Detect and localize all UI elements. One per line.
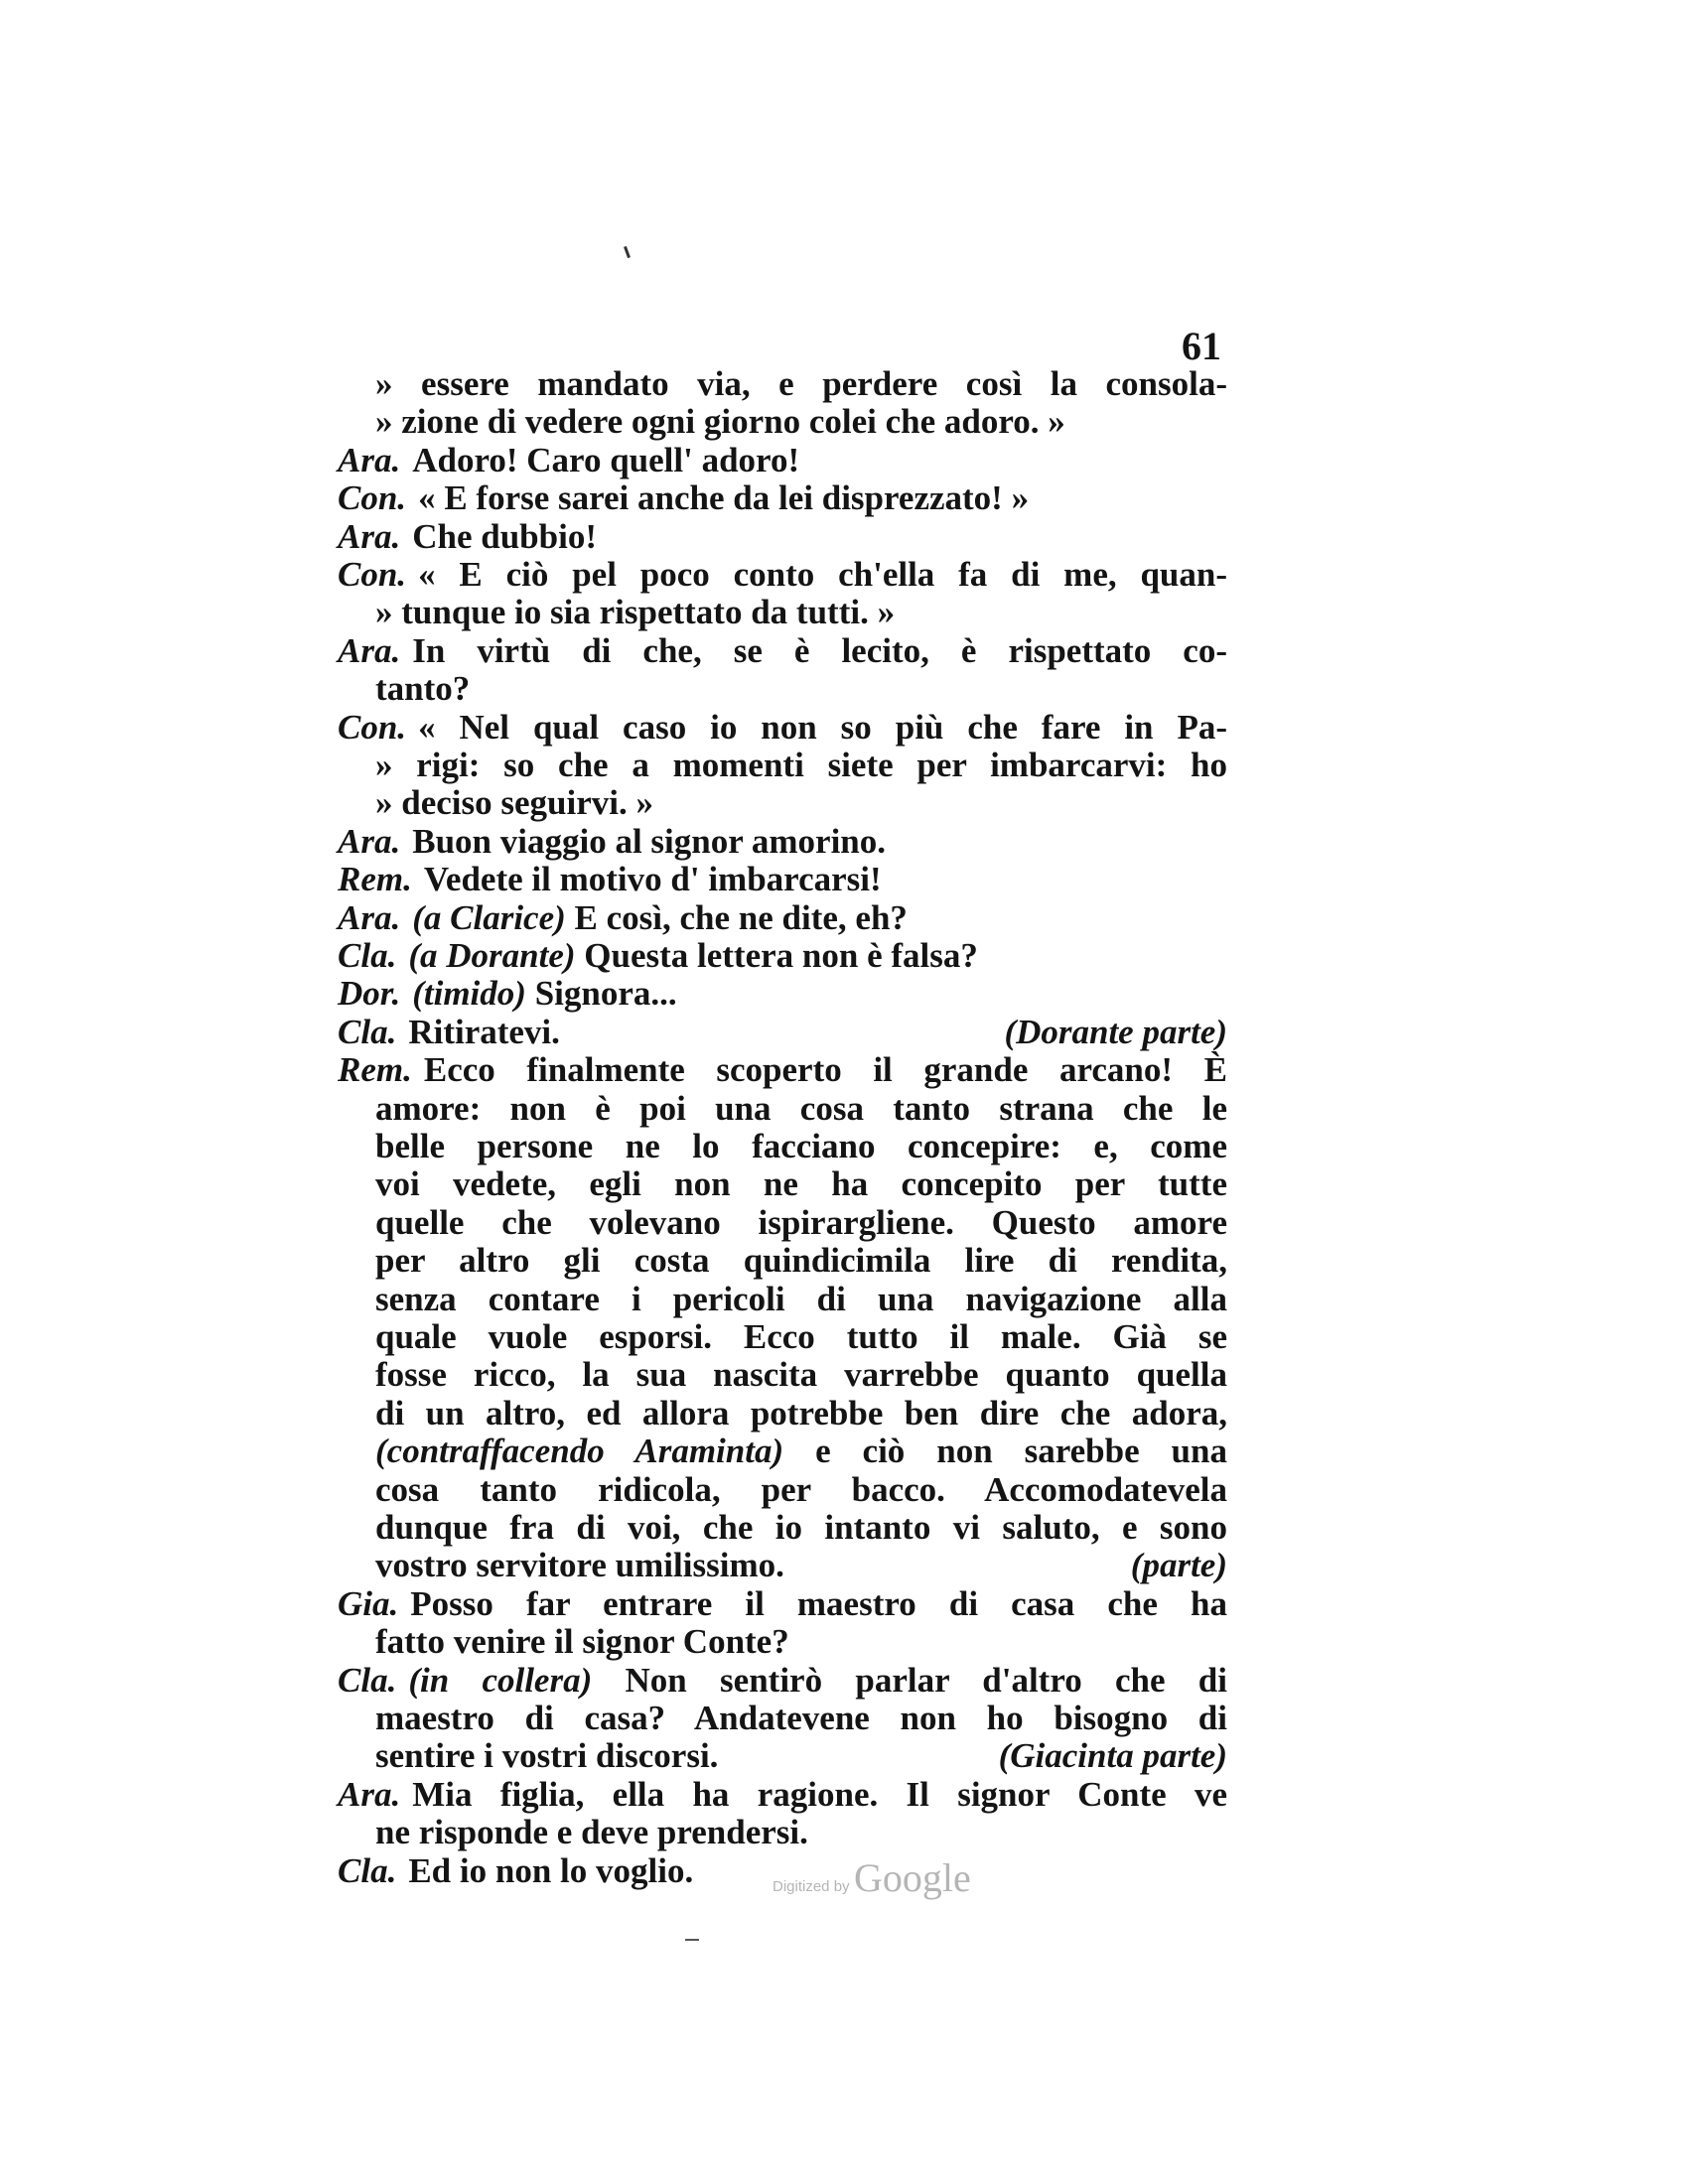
dialogue-text: Buon viaggio al signor amorino. bbox=[412, 821, 887, 861]
text-line bbox=[338, 709, 1227, 747]
text-line bbox=[338, 632, 1227, 670]
line-body bbox=[375, 1318, 1227, 1356]
speaker-label: Cla. bbox=[338, 936, 397, 975]
text-line bbox=[375, 1281, 1227, 1318]
page-number: 61 bbox=[1182, 324, 1221, 368]
dialogue-text: Che dubbio! bbox=[412, 516, 597, 556]
ink-dash bbox=[685, 1939, 699, 1941]
speaker-label: Cla. bbox=[338, 1850, 397, 1890]
line-body bbox=[375, 784, 1227, 822]
dialogue-text: Signora... bbox=[525, 974, 677, 1014]
text-line bbox=[338, 479, 1227, 517]
line-body bbox=[408, 1014, 984, 1051]
dialogue-text: sentire i vostri discorsi. bbox=[375, 1736, 719, 1776]
speaker-label: Rem. bbox=[338, 1050, 412, 1090]
line-body bbox=[375, 365, 1227, 403]
text-line bbox=[375, 1395, 1227, 1433]
text-line bbox=[375, 747, 1227, 784]
text-line bbox=[375, 1700, 1227, 1737]
text-line bbox=[375, 1318, 1227, 1356]
stage-direction: (timido) bbox=[412, 974, 526, 1014]
speaker-label: Cla. bbox=[338, 1012, 397, 1051]
line-body bbox=[375, 594, 1227, 631]
line-body bbox=[408, 937, 1227, 975]
dialogue-text: « Nel qual caso io non so più che fare in Pa- bbox=[418, 707, 1227, 747]
dialogue-text: di un altro, ed allora potrebbe ben dire che adora, bbox=[375, 1393, 1227, 1433]
text-line bbox=[338, 1776, 1227, 1814]
line-body bbox=[410, 1585, 1227, 1623]
line-body bbox=[418, 556, 1227, 594]
line-body bbox=[375, 1471, 1227, 1509]
line-body bbox=[418, 479, 1227, 517]
text-line bbox=[338, 1662, 1227, 1700]
dialogue-text: In virtù di che, se è lecito, è rispettato co- bbox=[412, 630, 1227, 670]
line-body bbox=[412, 975, 1227, 1013]
text-line bbox=[375, 365, 1227, 403]
text-line bbox=[338, 518, 1227, 556]
dialogue-text: vostro servitore umilissimo. bbox=[375, 1546, 784, 1585]
dialogue-text: Mia figlia, ella ha ragione. Il signor Conte ve bbox=[412, 1774, 1227, 1814]
text-line bbox=[375, 1204, 1227, 1242]
line-body bbox=[375, 1737, 979, 1775]
text-line bbox=[375, 1814, 1227, 1851]
stage-exit: (Dorante parte) bbox=[1004, 1012, 1227, 1051]
speaker-label: Ara. bbox=[338, 516, 401, 556]
dialogue-text: tanto? bbox=[375, 669, 471, 709]
dialogue-text: » deciso seguirvi. » bbox=[375, 783, 653, 823]
speaker-label: Ara. bbox=[338, 630, 401, 670]
dialogue-text: Questa lettera non è falsa? bbox=[575, 936, 978, 975]
text-line bbox=[338, 556, 1227, 594]
dialogue-text: » tunque io sia rispettato da tutti. » bbox=[375, 593, 896, 632]
line-body bbox=[375, 1509, 1227, 1547]
text-line bbox=[375, 403, 1227, 441]
line-body bbox=[375, 1281, 1227, 1318]
speaker-label: Ara. bbox=[338, 1774, 401, 1814]
speaker-label: Cla. bbox=[338, 1660, 397, 1700]
line-body bbox=[412, 823, 1227, 861]
dialogue-text: » zione di vedere ogni giorno colei che adoro. » bbox=[375, 402, 1065, 442]
stage-direction: (contraffacendo Araminta) bbox=[375, 1432, 784, 1471]
text-line bbox=[338, 442, 1227, 479]
speaker-label: Con. bbox=[338, 555, 407, 594]
text-line bbox=[375, 1356, 1227, 1394]
google-logo: Google bbox=[854, 1855, 971, 1900]
line-body bbox=[375, 1433, 1227, 1470]
text-line bbox=[375, 1737, 1227, 1775]
text-line bbox=[338, 899, 1227, 937]
text-line bbox=[338, 823, 1227, 861]
dialogue-text: Adoro! Caro quell' adoro! bbox=[412, 440, 800, 479]
speaker-label: Ara. bbox=[338, 897, 401, 937]
dialogue-text: e ciò non sarebbe una bbox=[783, 1432, 1227, 1471]
line-body bbox=[375, 1165, 1227, 1203]
dialogue-text: fatto venire il signor Conte? bbox=[375, 1622, 789, 1662]
dialogue-text: « E ciò pel poco conto ch'ella fa di me, quan- bbox=[418, 555, 1227, 594]
dialogue-text: voi vedete, egli non ne ha concepito per tutte bbox=[375, 1164, 1227, 1204]
line-body bbox=[412, 899, 1227, 937]
dialogue-text: senza contare i pericoli di una navigazione alla bbox=[375, 1279, 1227, 1318]
text-line bbox=[375, 1547, 1227, 1584]
digitized-watermark bbox=[773, 1854, 971, 1901]
watermark-prefix: Digitized by bbox=[773, 1878, 850, 1895]
line-body bbox=[375, 1128, 1227, 1165]
text-line bbox=[375, 1242, 1227, 1280]
text-line bbox=[338, 861, 1227, 898]
line-body bbox=[375, 1395, 1227, 1433]
line-body bbox=[375, 1700, 1227, 1737]
text-line bbox=[375, 1090, 1227, 1128]
text-line bbox=[375, 784, 1227, 822]
line-body bbox=[375, 1204, 1227, 1242]
dialogue-text: maestro di casa? Andatevene non ho bisogno di bbox=[375, 1699, 1227, 1737]
dialogue-text: quelle che volevano ispirargliene. Questo amore bbox=[375, 1202, 1227, 1242]
line-body bbox=[375, 670, 1227, 708]
text-line bbox=[375, 1471, 1227, 1509]
stage-exit: (parte) bbox=[1130, 1546, 1227, 1585]
dialogue-text: E così, che ne dite, eh? bbox=[565, 897, 908, 937]
text-line bbox=[375, 670, 1227, 708]
line-body bbox=[375, 1547, 1111, 1584]
dialogue-text: Ecco finalmente scoperto il grande arcano! È bbox=[423, 1050, 1227, 1090]
speaker-label: Con. bbox=[338, 478, 407, 518]
line-body bbox=[424, 861, 1227, 898]
text-line bbox=[338, 1051, 1227, 1089]
dialogue-text: belle persone ne lo facciano concepire: e, come bbox=[375, 1127, 1227, 1165]
line-body bbox=[375, 1814, 1227, 1851]
dialogue-text: Ritiratevi. bbox=[408, 1012, 560, 1051]
text-line bbox=[375, 1128, 1227, 1165]
line-body bbox=[412, 442, 1227, 479]
speaker-label: Ara. bbox=[338, 821, 401, 861]
dialogue-text: cosa tanto ridicola, per bacco. Accomodatevela bbox=[375, 1469, 1227, 1509]
dialogue-text: dunque fra di voi, che io intanto vi saluto, e sono bbox=[375, 1508, 1227, 1547]
text-line bbox=[338, 975, 1227, 1013]
dialogue-text: Posso far entrare il maestro di casa che ha bbox=[410, 1583, 1227, 1623]
stage-direction: (a Clarice) bbox=[412, 897, 566, 937]
dialogue-text: Vedete il motivo d' imbarcarsi! bbox=[423, 860, 882, 899]
stage-direction: (a Dorante) bbox=[408, 936, 576, 975]
line-body bbox=[375, 747, 1227, 784]
line-body bbox=[375, 1623, 1227, 1661]
line-body bbox=[408, 1662, 1227, 1700]
speaker-label: Gia. bbox=[338, 1583, 399, 1623]
dialogue-text: Non sentirò parlar d'altro che di bbox=[592, 1660, 1227, 1700]
text-line bbox=[375, 1165, 1227, 1203]
dialogue-text: amore: non è poi una cosa tanto strana che le bbox=[375, 1088, 1227, 1128]
dialogue-text: » rigi: so che a momenti siete per imbarcarvi: ho bbox=[375, 746, 1227, 784]
text-line bbox=[375, 594, 1227, 631]
line-body bbox=[375, 1090, 1227, 1128]
dialogue-text: ne risponde e deve prendersi. bbox=[375, 1813, 808, 1852]
dialogue-text: fosse ricco, la sua nascita varrebbe quanto quella bbox=[375, 1355, 1227, 1395]
line-body bbox=[375, 403, 1227, 441]
speaker-label: Rem. bbox=[338, 860, 412, 899]
line-body bbox=[424, 1051, 1227, 1089]
speaker-label: Ara. bbox=[338, 440, 401, 479]
text-line bbox=[375, 1623, 1227, 1661]
line-body bbox=[418, 709, 1227, 747]
text-line bbox=[375, 1509, 1227, 1547]
line-body bbox=[412, 518, 1227, 556]
dialogue-text: per altro gli costa quindicimila lire di rendita, bbox=[375, 1241, 1227, 1281]
speaker-label: Dor. bbox=[338, 974, 401, 1014]
text-line bbox=[338, 1585, 1227, 1623]
dialogue-text: Ed io non lo voglio. bbox=[408, 1850, 694, 1890]
text-line bbox=[338, 937, 1227, 975]
stage-direction: (in collera) bbox=[408, 1660, 593, 1700]
line-body bbox=[412, 1776, 1227, 1814]
text-line bbox=[338, 1014, 1227, 1051]
line-body bbox=[375, 1242, 1227, 1280]
speaker-label: Con. bbox=[338, 707, 407, 747]
text-line bbox=[375, 1433, 1227, 1470]
line-body bbox=[412, 632, 1227, 670]
dialogue-text: « E forse sarei anche da lei disprezzato! » bbox=[418, 478, 1030, 518]
ink-speck bbox=[624, 246, 631, 258]
dialogue-text: quale vuole esporsi. Ecco tutto il male. Già se bbox=[375, 1317, 1227, 1356]
stage-exit: (Giacinta parte) bbox=[998, 1736, 1227, 1776]
line-body bbox=[375, 1356, 1227, 1394]
dialogue-text: » essere mandato via, e perdere così la consola- bbox=[375, 364, 1227, 403]
